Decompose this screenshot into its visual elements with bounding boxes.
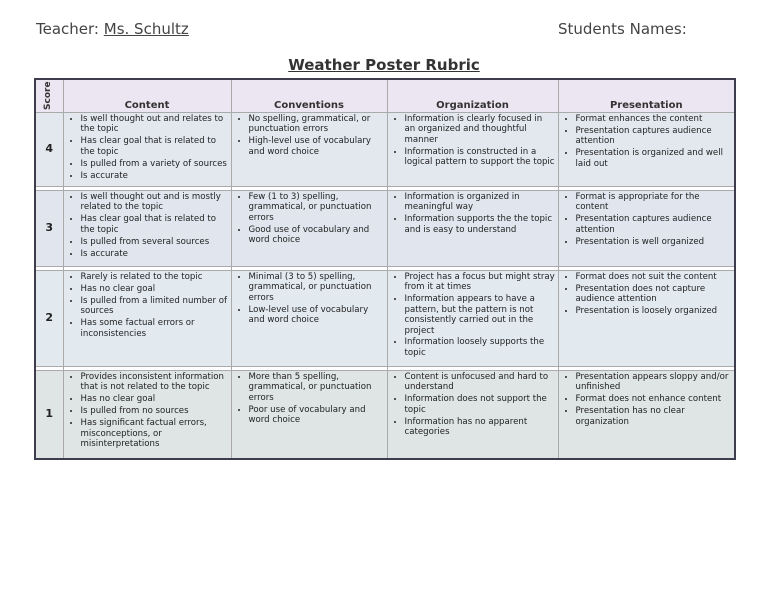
presentation-criteria-list bbox=[559, 192, 733, 247]
teacher-line bbox=[36, 20, 189, 38]
criteria-item: • Presentation captures audience attention bbox=[576, 126, 733, 147]
column-header-conventions: Conventions bbox=[231, 79, 387, 113]
criteria-item: • Information is organized in meaningful way bbox=[405, 192, 556, 213]
column-header-content: Content bbox=[63, 79, 231, 113]
content-cell bbox=[63, 271, 231, 367]
criteria-item: • Is well thought out and relates to the topic bbox=[81, 114, 229, 135]
content-cell bbox=[63, 191, 231, 267]
organization-criteria-list bbox=[388, 372, 556, 437]
criteria-item: • Information loosely supports the topic bbox=[405, 337, 556, 358]
criteria-item: • Has no clear goal bbox=[81, 394, 229, 404]
conventions-criteria-list bbox=[232, 372, 385, 426]
criteria-item: • Is pulled from a variety of sources bbox=[81, 159, 229, 169]
criteria-item: • Has clear goal that is related to the topic bbox=[81, 136, 229, 157]
score-cell: 3 bbox=[35, 191, 63, 267]
teacher-label: Teacher: bbox=[36, 20, 99, 38]
presentation-criteria-list bbox=[559, 114, 733, 169]
teacher-name: Ms. Schultz bbox=[103, 20, 189, 38]
organization-criteria-list bbox=[388, 114, 556, 168]
score-cell: 1 bbox=[35, 371, 63, 459]
criteria-item: • Provides inconsistent information that is not related to the topic bbox=[81, 372, 229, 393]
criteria-item: • Has no clear goal bbox=[81, 284, 229, 294]
criteria-item: • Format enhances the content bbox=[576, 114, 733, 124]
content-criteria-list bbox=[64, 114, 229, 181]
criteria-item: • Presentation is loosely organized bbox=[576, 306, 733, 316]
criteria-item: • Has significant factual errors, misconceptions, or misinterpretations bbox=[81, 418, 229, 449]
table-row bbox=[35, 113, 735, 187]
criteria-item: • Is well thought out and is mostly related to the topic bbox=[81, 192, 229, 213]
criteria-item: • Information does not support the topic bbox=[405, 394, 556, 415]
criteria-item: • Good use of vocabulary and word choice bbox=[249, 225, 385, 246]
criteria-item: • Information appears to have a pattern, but the pattern is not consistently carried out in the project bbox=[405, 294, 556, 336]
conventions-cell bbox=[231, 371, 387, 459]
criteria-item: • Information is clearly focused in an organized and thoughtful manner bbox=[405, 114, 556, 145]
criteria-item: • Poor use of vocabulary and word choice bbox=[249, 405, 385, 426]
criteria-item: • High-level use of vocabulary and word choice bbox=[249, 136, 385, 157]
conventions-cell bbox=[231, 191, 387, 267]
criteria-item: • Presentation is well organized bbox=[576, 237, 733, 247]
conventions-criteria-list bbox=[232, 192, 385, 246]
content-criteria-list bbox=[64, 272, 229, 339]
content-criteria-list bbox=[64, 192, 229, 259]
criteria-item: • Format does not suit the content bbox=[576, 272, 733, 282]
organization-cell bbox=[387, 271, 558, 367]
presentation-criteria-list bbox=[559, 372, 733, 427]
organization-cell bbox=[387, 113, 558, 187]
criteria-item: • Format does not enhance content bbox=[576, 394, 733, 404]
criteria-item: • Presentation appears sloppy and/or unfinished bbox=[576, 372, 733, 393]
rubric-body bbox=[35, 113, 735, 459]
conventions-cell bbox=[231, 271, 387, 367]
organization-cell bbox=[387, 191, 558, 267]
table-row bbox=[35, 371, 735, 459]
header-row bbox=[35, 79, 735, 113]
criteria-item: • Information has no apparent categories bbox=[405, 417, 556, 438]
criteria-item: • Low-level use of vocabulary and word choice bbox=[249, 305, 385, 326]
presentation-cell bbox=[558, 271, 735, 367]
presentation-criteria-list bbox=[559, 272, 733, 317]
students-names-label: Students Names: bbox=[558, 20, 687, 38]
criteria-item: • Content is unfocused and hard to understand bbox=[405, 372, 556, 393]
criteria-item: • More than 5 spelling, grammatical, or punctuation errors bbox=[249, 372, 385, 403]
criteria-item: • Presentation does not capture audience attention bbox=[576, 284, 733, 305]
criteria-item: • Is pulled from a limited number of sources bbox=[81, 296, 229, 317]
criteria-item: • Minimal (3 to 5) spelling, grammatical, or punctuation errors bbox=[249, 272, 385, 303]
criteria-item: • Is pulled from several sources bbox=[81, 237, 229, 247]
criteria-item: • Presentation has no clear organization bbox=[576, 406, 733, 427]
criteria-item: • Is pulled from no sources bbox=[81, 406, 229, 416]
organization-criteria-list bbox=[388, 272, 556, 358]
criteria-item: • Presentation is organized and well laid out bbox=[576, 148, 733, 169]
criteria-item: • Is accurate bbox=[81, 171, 229, 181]
conventions-cell bbox=[231, 113, 387, 187]
content-cell bbox=[63, 113, 231, 187]
criteria-item: • Information is constructed in a logical pattern to support the topic bbox=[405, 147, 556, 168]
criteria-item: • Rarely is related to the topic bbox=[81, 272, 229, 282]
criteria-item: • Format is appropriate for the content bbox=[576, 192, 733, 213]
criteria-item: • Has some factual errors or inconsistencies bbox=[81, 318, 229, 339]
column-header-organization: Organization bbox=[387, 79, 558, 113]
conventions-criteria-list bbox=[232, 114, 385, 157]
criteria-item: • Is accurate bbox=[81, 249, 229, 259]
presentation-cell bbox=[558, 371, 735, 459]
criteria-item: • Project has a focus but might stray from it at times bbox=[405, 272, 556, 293]
criteria-item: • No spelling, grammatical, or punctuation errors bbox=[249, 114, 385, 135]
organization-cell bbox=[387, 371, 558, 459]
rubric-title: Weather Poster Rubric bbox=[288, 56, 480, 74]
criteria-item: • Has clear goal that is related to the topic bbox=[81, 214, 229, 235]
column-header-presentation: Presentation bbox=[558, 79, 735, 113]
presentation-cell bbox=[558, 113, 735, 187]
organization-criteria-list bbox=[388, 192, 556, 235]
content-cell bbox=[63, 371, 231, 459]
rubric-table bbox=[34, 78, 736, 460]
column-header-score: Score bbox=[35, 79, 63, 113]
score-cell: 4 bbox=[35, 113, 63, 187]
score-cell: 2 bbox=[35, 271, 63, 367]
criteria-item: • Few (1 to 3) spelling, grammatical, or punctuation errors bbox=[249, 192, 385, 223]
presentation-cell bbox=[558, 191, 735, 267]
conventions-criteria-list bbox=[232, 272, 385, 326]
content-criteria-list bbox=[64, 372, 229, 449]
table-row bbox=[35, 191, 735, 267]
criteria-item: • Presentation captures audience attention bbox=[576, 214, 733, 235]
table-row bbox=[35, 271, 735, 367]
criteria-item: • Information supports the the topic and is easy to understand bbox=[405, 214, 556, 235]
